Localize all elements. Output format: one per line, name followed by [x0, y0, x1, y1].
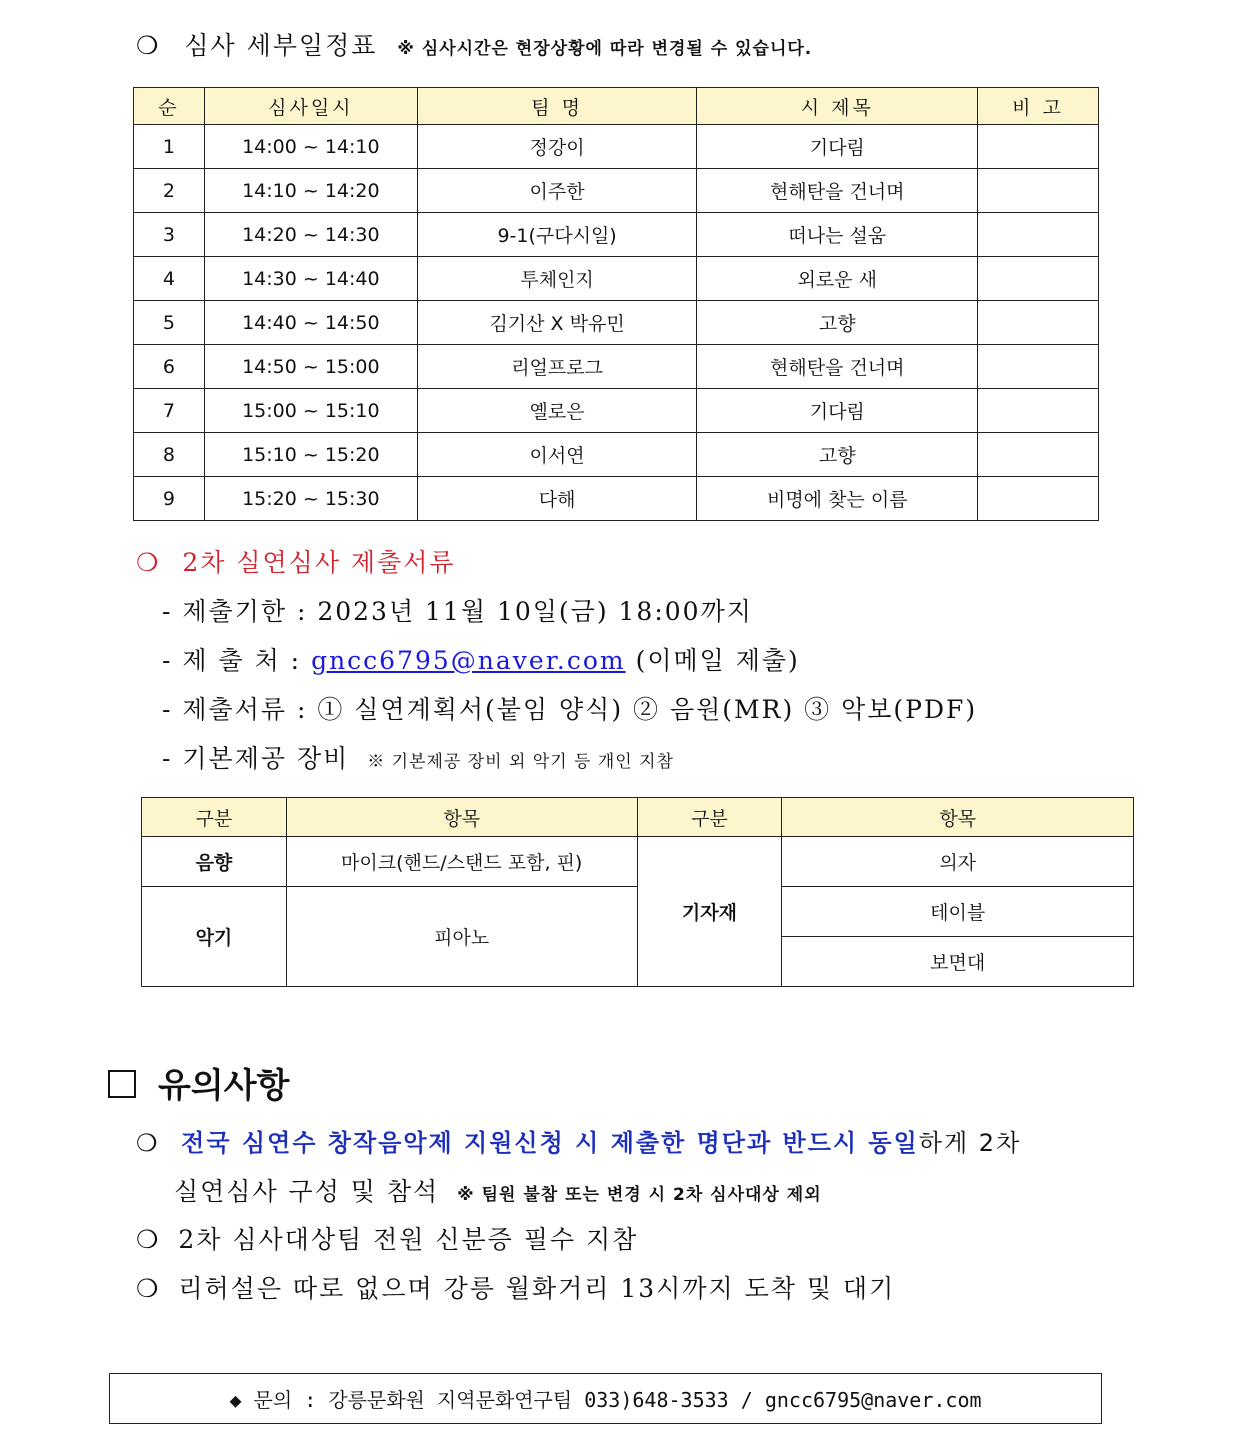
cell-note [978, 213, 1099, 257]
table-row [134, 477, 1099, 521]
item-music-stand: 보면대 [782, 937, 1134, 987]
notice-item-1-bold: 전국 심연수 창작음악제 지원신청 시 제출한 명단과 반드시 동일 [181, 1129, 919, 1157]
table-header-row [142, 798, 1134, 837]
item-piano: 피아노 [286, 887, 637, 987]
item-mic: 마이크(핸드/스탠드 포함, 핀) [286, 837, 637, 887]
cell-no: 9 [134, 477, 205, 521]
item-chair: 의자 [782, 837, 1134, 887]
cell-team: 이서연 [417, 433, 697, 477]
deadline-line [162, 592, 753, 628]
notice-item-2 [136, 1220, 638, 1256]
cell-note [978, 345, 1099, 389]
header-no: 순 [134, 88, 205, 125]
deadline-label: - 제출기한 : [162, 597, 308, 626]
submission-heading [136, 543, 456, 579]
cell-time: 14:00 ~ 14:10 [204, 125, 417, 169]
notice-item-1 [136, 1123, 1021, 1158]
submit-to-line [162, 641, 800, 677]
cell-team: 이주한 [417, 169, 697, 213]
contact-text: ◆ 문의 : 강릉문화원 지역문화연구팀 033)648-3533 / gncc6795@naver.com [229, 1388, 982, 1412]
bullet-icon: ❍ [136, 1129, 160, 1157]
cell-note [978, 477, 1099, 521]
cell-title: 떠나는 설움 [697, 213, 978, 257]
category-furniture: 기자재 [637, 837, 782, 987]
item-table: 테이블 [782, 887, 1134, 937]
cell-no: 7 [134, 389, 205, 433]
header-team: 팀 명 [417, 88, 697, 125]
table-row [134, 301, 1099, 345]
documents-label: - 제출서류 : [162, 695, 308, 724]
cell-team: 9-1(구다시일) [417, 213, 697, 257]
cell-time: 14:40 ~ 14:50 [204, 301, 417, 345]
category-instrument: 악기 [142, 887, 287, 987]
bullet-icon: ❍ [136, 1274, 161, 1303]
cell-note [978, 433, 1099, 477]
submit-to-label: - 제 출 처 : [162, 646, 302, 675]
cell-title: 현해탄을 건너며 [697, 345, 978, 389]
table-row [134, 389, 1099, 433]
cell-note [978, 169, 1099, 213]
notice-item-2-text: 2차 심사대상팀 전원 신분증 필수 지참 [178, 1225, 639, 1254]
email-link[interactable]: gncc6795@naver.com [311, 646, 626, 675]
cell-time: 15:00 ~ 15:10 [204, 389, 417, 433]
header-item: 항목 [782, 798, 1134, 837]
schedule-title: 심사 세부일정표 [184, 31, 378, 60]
schedule-note: ※ 심사시간은 현장상황에 따라 변경될 수 있습니다. [397, 39, 813, 59]
cell-team: 리얼프로그 [417, 345, 697, 389]
cell-no: 2 [134, 169, 205, 213]
cell-title: 외로운 새 [697, 257, 978, 301]
cell-no: 3 [134, 213, 205, 257]
header-note: 비 고 [978, 88, 1099, 125]
cell-title: 고향 [697, 433, 978, 477]
notice-title: 유의사항 [158, 1066, 290, 1106]
cell-time: 15:10 ~ 15:20 [204, 433, 417, 477]
cell-team: 옐로은 [417, 389, 697, 433]
table-row [134, 169, 1099, 213]
cell-time: 15:20 ~ 15:30 [204, 477, 417, 521]
notice-item-3 [136, 1269, 895, 1305]
equipment-label: - 기본제공 장비 [162, 744, 350, 773]
table-header-row [134, 88, 1099, 125]
bullet-icon: ❍ [136, 31, 161, 60]
cell-no: 8 [134, 433, 205, 477]
header-title: 시 제목 [697, 88, 978, 125]
documents-value: ① 실연계획서(붙임 양식) ② 음원(MR) ③ 악보(PDF) [317, 695, 978, 724]
contact-footer [109, 1373, 1102, 1424]
notice-item-3-text: 리허설은 따로 없으며 강릉 월화거리 13시까지 도착 및 대기 [178, 1274, 896, 1303]
schedule-table [133, 87, 1099, 521]
cell-title: 기다림 [697, 125, 978, 169]
cell-title: 고향 [697, 301, 978, 345]
bullet-icon: ❍ [136, 1225, 161, 1254]
deadline-value: 2023년 11월 10일(금) 18:00까지 [317, 597, 753, 626]
cell-no: 5 [134, 301, 205, 345]
cell-team: 김기산 X 박유민 [417, 301, 697, 345]
table-row [134, 213, 1099, 257]
category-sound: 음향 [142, 837, 287, 887]
cell-no: 4 [134, 257, 205, 301]
square-icon [108, 1070, 136, 1098]
cell-note [978, 125, 1099, 169]
equipment-line [162, 739, 674, 775]
cell-title: 현해탄을 건너며 [697, 169, 978, 213]
header-category: 구분 [142, 798, 287, 837]
equipment-table [141, 797, 1134, 987]
bullet-icon: ❍ [136, 548, 161, 577]
documents-line [162, 690, 977, 726]
schedule-heading [136, 26, 812, 62]
header-time: 심사일시 [204, 88, 417, 125]
notice-item-1-cont [174, 1172, 822, 1208]
notice-item-1-line2: 실연심사 구성 및 참석 [174, 1177, 440, 1206]
cell-team: 투체인지 [417, 257, 697, 301]
cell-note [978, 301, 1099, 345]
submit-to-suffix: (이메일 제출) [635, 646, 800, 675]
cell-team: 정강이 [417, 125, 697, 169]
table-row [134, 433, 1099, 477]
submission-title: 2차 실연심사 제출서류 [182, 548, 456, 577]
cell-note [978, 389, 1099, 433]
equipment-note: ※ 기본제공 장비 외 악기 등 개인 지참 [367, 752, 674, 772]
cell-title: 비명에 찾는 이름 [697, 477, 978, 521]
table-row [134, 257, 1099, 301]
table-row [134, 345, 1099, 389]
header-item: 항목 [286, 798, 637, 837]
table-row [134, 125, 1099, 169]
header-category: 구분 [637, 798, 782, 837]
notice-heading [108, 1058, 289, 1107]
notice-item-1-rest: 하게 2차 [918, 1129, 1022, 1157]
cell-no: 6 [134, 345, 205, 389]
cell-title: 기다림 [697, 389, 978, 433]
cell-time: 14:20 ~ 14:30 [204, 213, 417, 257]
notice-item-1-note: ※ 팀원 불참 또는 변경 시 2차 심사대상 제외 [457, 1185, 822, 1205]
cell-time: 14:50 ~ 15:00 [204, 345, 417, 389]
cell-note [978, 257, 1099, 301]
cell-time: 14:30 ~ 14:40 [204, 257, 417, 301]
cell-time: 14:10 ~ 14:20 [204, 169, 417, 213]
cell-no: 1 [134, 125, 205, 169]
cell-team: 다해 [417, 477, 697, 521]
